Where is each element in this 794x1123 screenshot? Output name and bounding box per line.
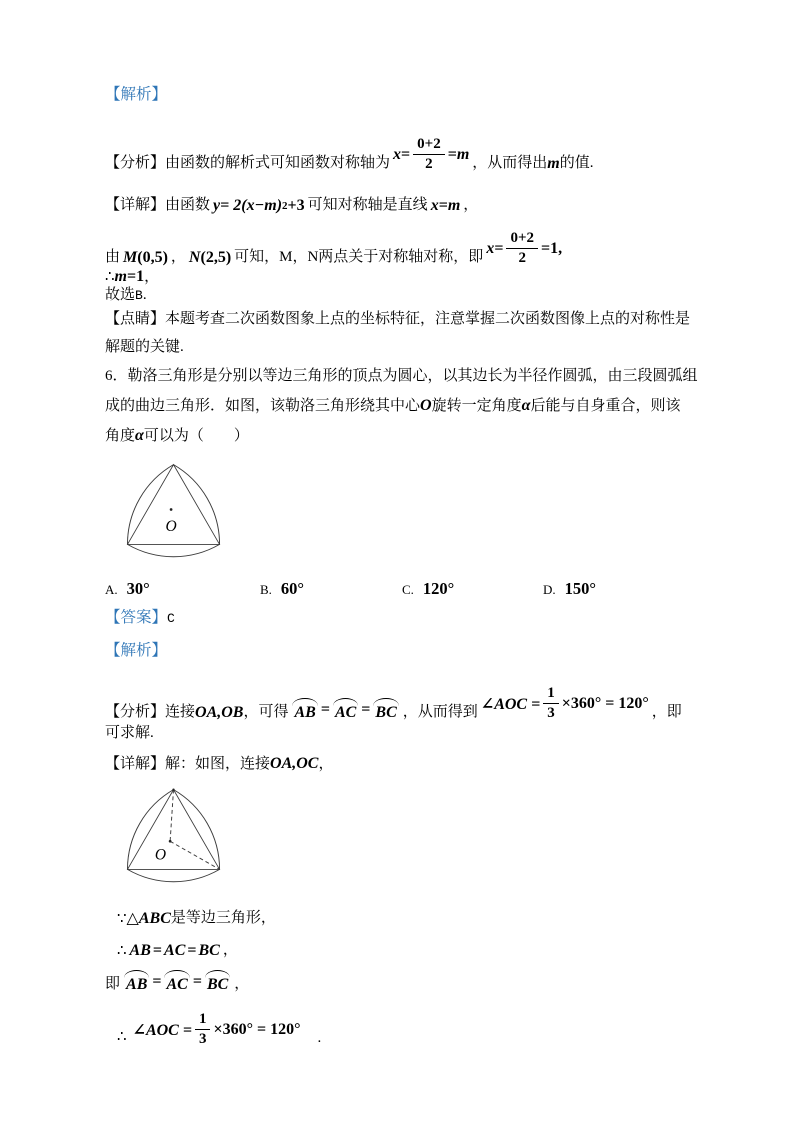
math-eq: = bbox=[541, 239, 551, 257]
point-N bbox=[189, 249, 231, 267]
denominator: 3 bbox=[198, 1031, 207, 1047]
final-period: . bbox=[317, 1030, 322, 1046]
arc-AC-label: AC bbox=[334, 704, 357, 721]
dianjing-text-2: 解题的关键. bbox=[105, 339, 184, 355]
formula-aoc bbox=[481, 685, 649, 722]
math-eq: = bbox=[192, 973, 202, 990]
formula-x-eq-m bbox=[431, 197, 461, 215]
q6-options-row bbox=[105, 579, 699, 599]
option-b bbox=[260, 579, 402, 599]
because-symbol: ∵ bbox=[117, 911, 127, 927]
arc-equation bbox=[123, 970, 231, 994]
xiangjie-post: ， bbox=[318, 756, 334, 772]
fraction bbox=[506, 230, 538, 267]
math-var: x bbox=[486, 239, 495, 257]
math-angle-lead: ∠AOC = bbox=[132, 1021, 192, 1039]
math-var-O: O bbox=[420, 397, 432, 414]
xiangjie-lead: 【详解】由函数 bbox=[105, 197, 211, 213]
dashed-OC bbox=[170, 841, 219, 869]
arc-BC bbox=[373, 698, 398, 722]
mn-pre: 由 bbox=[105, 249, 121, 265]
arc-AC bbox=[333, 698, 358, 722]
arc-AC bbox=[164, 970, 189, 994]
math-tail: ×360° = 120° bbox=[213, 1020, 301, 1038]
option-c-value: 120° bbox=[422, 579, 455, 598]
stem-text-3a: 角度 bbox=[105, 428, 136, 444]
formula-axis-m bbox=[393, 136, 469, 173]
numerator: 0+2 bbox=[413, 136, 445, 155]
reuleaux-svg-2 bbox=[111, 782, 237, 887]
choose-letter: B bbox=[135, 288, 143, 303]
numerator: 1 bbox=[195, 1011, 211, 1030]
math-tail: +3 bbox=[287, 197, 305, 214]
math-oa-oc: OA,OC bbox=[270, 755, 319, 772]
arc-AB-label: AB bbox=[294, 704, 316, 721]
arc-AB bbox=[124, 970, 149, 994]
fenxi-post: 的值. bbox=[559, 155, 594, 171]
q6-fenxi-line bbox=[105, 670, 699, 722]
math-var: m bbox=[114, 268, 127, 285]
arc-AC-label: AC bbox=[166, 976, 188, 993]
option-b-key: B. bbox=[260, 582, 272, 597]
q6-so1-line bbox=[105, 934, 699, 960]
q6-fenxi-cont bbox=[105, 722, 699, 744]
q5-mn-line bbox=[105, 215, 699, 267]
center-dot bbox=[170, 508, 173, 511]
numerator: 1 bbox=[543, 685, 559, 704]
math-triangle-abc: △ABC bbox=[126, 910, 171, 927]
math-eq: = bbox=[320, 701, 330, 718]
math-eq: = bbox=[361, 701, 371, 718]
option-c bbox=[402, 579, 543, 599]
arc-equation bbox=[291, 698, 399, 722]
q5-choose-answer bbox=[105, 285, 699, 303]
q6-so2-line bbox=[105, 998, 699, 1048]
numerator: 0+2 bbox=[506, 230, 538, 249]
therefore-symbol: ∴ bbox=[117, 943, 127, 959]
answer-value: C bbox=[167, 611, 175, 626]
arc-AB bbox=[292, 698, 317, 722]
math-var: N bbox=[188, 249, 201, 266]
formula-parabola: y = 2(x−m) 2 +3 bbox=[213, 197, 305, 214]
math-eq: =1 bbox=[127, 268, 145, 285]
reuleaux-outline bbox=[127, 790, 219, 882]
q6-answer-line bbox=[105, 605, 699, 632]
math-tail: ×360° = 120° bbox=[561, 694, 649, 712]
side-AB: AB bbox=[129, 942, 151, 959]
reuleaux-svg-1 bbox=[111, 457, 237, 562]
stem-text-3b: 可以为（ ） bbox=[143, 428, 249, 444]
arc-AB-label: AB bbox=[126, 976, 148, 993]
side-equation bbox=[130, 942, 220, 960]
math-oa-ob: OA,OB bbox=[195, 704, 244, 721]
math-args: (2,5) bbox=[200, 249, 232, 266]
therefore-symbol: ∴ bbox=[105, 269, 115, 285]
reuleaux-figure-1 bbox=[111, 457, 699, 567]
option-d-value: 150° bbox=[564, 579, 596, 598]
fenxi-mid: ，从而得出 bbox=[472, 155, 548, 171]
ji-pre: 即 bbox=[105, 976, 121, 992]
formula-axis-1 bbox=[486, 230, 562, 267]
option-a bbox=[105, 579, 260, 599]
q5-jiexi-header bbox=[105, 85, 699, 105]
math-args: (0,5) bbox=[137, 249, 168, 266]
comma: ， bbox=[222, 942, 238, 958]
math-var-alpha: α bbox=[135, 427, 144, 444]
math-eq: = bbox=[187, 942, 197, 959]
center-label: O bbox=[154, 846, 167, 864]
dashed-OA bbox=[170, 790, 173, 842]
apex-dot bbox=[172, 788, 174, 790]
stem-text-2c: 后能与自身重合，则该 bbox=[530, 398, 681, 414]
reuleaux-figure-2 bbox=[111, 782, 699, 892]
fenxi-continuation: 可求解. bbox=[105, 725, 154, 741]
mn-comma: ， bbox=[170, 249, 186, 265]
point-M bbox=[123, 249, 168, 267]
q6-ji-line bbox=[105, 966, 699, 994]
fenxi-lead: 【分析】由函数的解析式可知函数对称轴为 bbox=[105, 155, 391, 171]
q6-stem-line3 bbox=[105, 421, 699, 451]
fraction bbox=[195, 1011, 211, 1048]
stem-text-1: 6．勒洛三角形是分别以等边三角形的顶点为圆心，以其边长为半径作圆弧，由三段圆弧组 bbox=[105, 368, 698, 384]
denominator: 3 bbox=[547, 705, 555, 721]
denominator: 2 bbox=[425, 156, 433, 172]
q6-xiangjie-line bbox=[105, 750, 699, 778]
jiexi-label: 【解析】 bbox=[105, 86, 168, 103]
option-b-value: 60° bbox=[280, 579, 305, 598]
xiangjie-lead: 【详解】解：如图，连接 bbox=[105, 756, 271, 772]
q5-fenxi-line bbox=[105, 117, 699, 173]
comma: ， bbox=[234, 976, 250, 992]
choose-pre: 故选 bbox=[105, 287, 136, 303]
math-var: x bbox=[430, 197, 439, 214]
q6-jiexi-header bbox=[105, 638, 699, 664]
fraction bbox=[413, 136, 445, 173]
math-var: x bbox=[393, 145, 402, 163]
q5-dianjing-line1 bbox=[105, 305, 699, 333]
mn-mid: 可知，M，N两点关于对称轴对称，即 bbox=[234, 249, 484, 265]
fraction bbox=[543, 685, 559, 722]
stem-text-2b: 旋转一定角度 bbox=[431, 398, 522, 414]
formula-aoc-final bbox=[133, 1011, 301, 1048]
option-d-key: D. bbox=[543, 582, 556, 597]
side-AC: AC bbox=[164, 942, 186, 959]
math-var: M bbox=[123, 249, 138, 266]
option-a-key: A. bbox=[105, 582, 118, 597]
option-d bbox=[543, 579, 699, 599]
math-var-m: m bbox=[547, 155, 560, 172]
arc-BC-label: BC bbox=[375, 704, 397, 721]
math-eq: = bbox=[494, 239, 504, 257]
math-body: = 2(x−m) bbox=[220, 197, 283, 214]
math-eq: = bbox=[152, 942, 163, 959]
answer-label: 【答案】 bbox=[105, 609, 168, 626]
choose-period: . bbox=[142, 287, 147, 303]
math-eq: = bbox=[152, 973, 162, 990]
q6-because-line bbox=[105, 904, 699, 928]
q6-stem-line2 bbox=[105, 391, 699, 421]
q6-stem-line1 bbox=[105, 361, 699, 391]
math-eq: = bbox=[438, 197, 448, 214]
xiangjie-mid: 可知对称轴是直线 bbox=[307, 197, 428, 213]
denominator: 2 bbox=[518, 250, 526, 266]
inscribed-triangle bbox=[127, 790, 219, 870]
math-val: 1, bbox=[550, 239, 563, 257]
option-c-key: C. bbox=[402, 582, 414, 597]
math-angle-lead: ∠AOC = bbox=[480, 695, 541, 713]
reuleaux-outline bbox=[127, 465, 219, 557]
math-eq: = bbox=[447, 145, 457, 163]
q5-xiangjie-line bbox=[105, 183, 699, 215]
arc-BC-label: BC bbox=[206, 976, 229, 993]
math-var-alpha: α bbox=[521, 397, 531, 414]
math-var: m bbox=[456, 145, 470, 163]
fenxi-mid2: ，从而得到 bbox=[402, 704, 478, 720]
math-eq: = bbox=[401, 145, 411, 163]
xiangjie-post: ， bbox=[463, 197, 479, 213]
q5-therefore-m1 bbox=[105, 267, 699, 285]
math-var: y bbox=[213, 197, 221, 214]
math-var: m bbox=[447, 197, 461, 214]
jiexi-label: 【解析】 bbox=[105, 642, 168, 659]
therefore-symbol: ∴ bbox=[117, 1029, 127, 1045]
side-BC: BC bbox=[198, 942, 220, 959]
because-text: 是等边三角形， bbox=[170, 910, 276, 926]
arc-BC bbox=[205, 970, 230, 994]
dianjing-text-1: 【点睛】本题考查二次函数图象上点的坐标特征，注意掌握二次函数图像上点的对称性是 bbox=[105, 311, 691, 327]
fenxi-lead: 【分析】连接 bbox=[105, 704, 196, 720]
center-label: O bbox=[165, 517, 177, 535]
comma: ， bbox=[144, 269, 160, 285]
option-a-value: 30° bbox=[126, 579, 150, 598]
fenxi-mid1: ，可得 bbox=[243, 704, 289, 720]
fenxi-post: ，即 bbox=[651, 704, 682, 720]
stem-text-2a: 成的曲边三角形．如图，该勒洛三角形绕其中心 bbox=[105, 398, 421, 414]
center-dot bbox=[169, 840, 172, 843]
q5-dianjing-line2 bbox=[105, 333, 699, 361]
